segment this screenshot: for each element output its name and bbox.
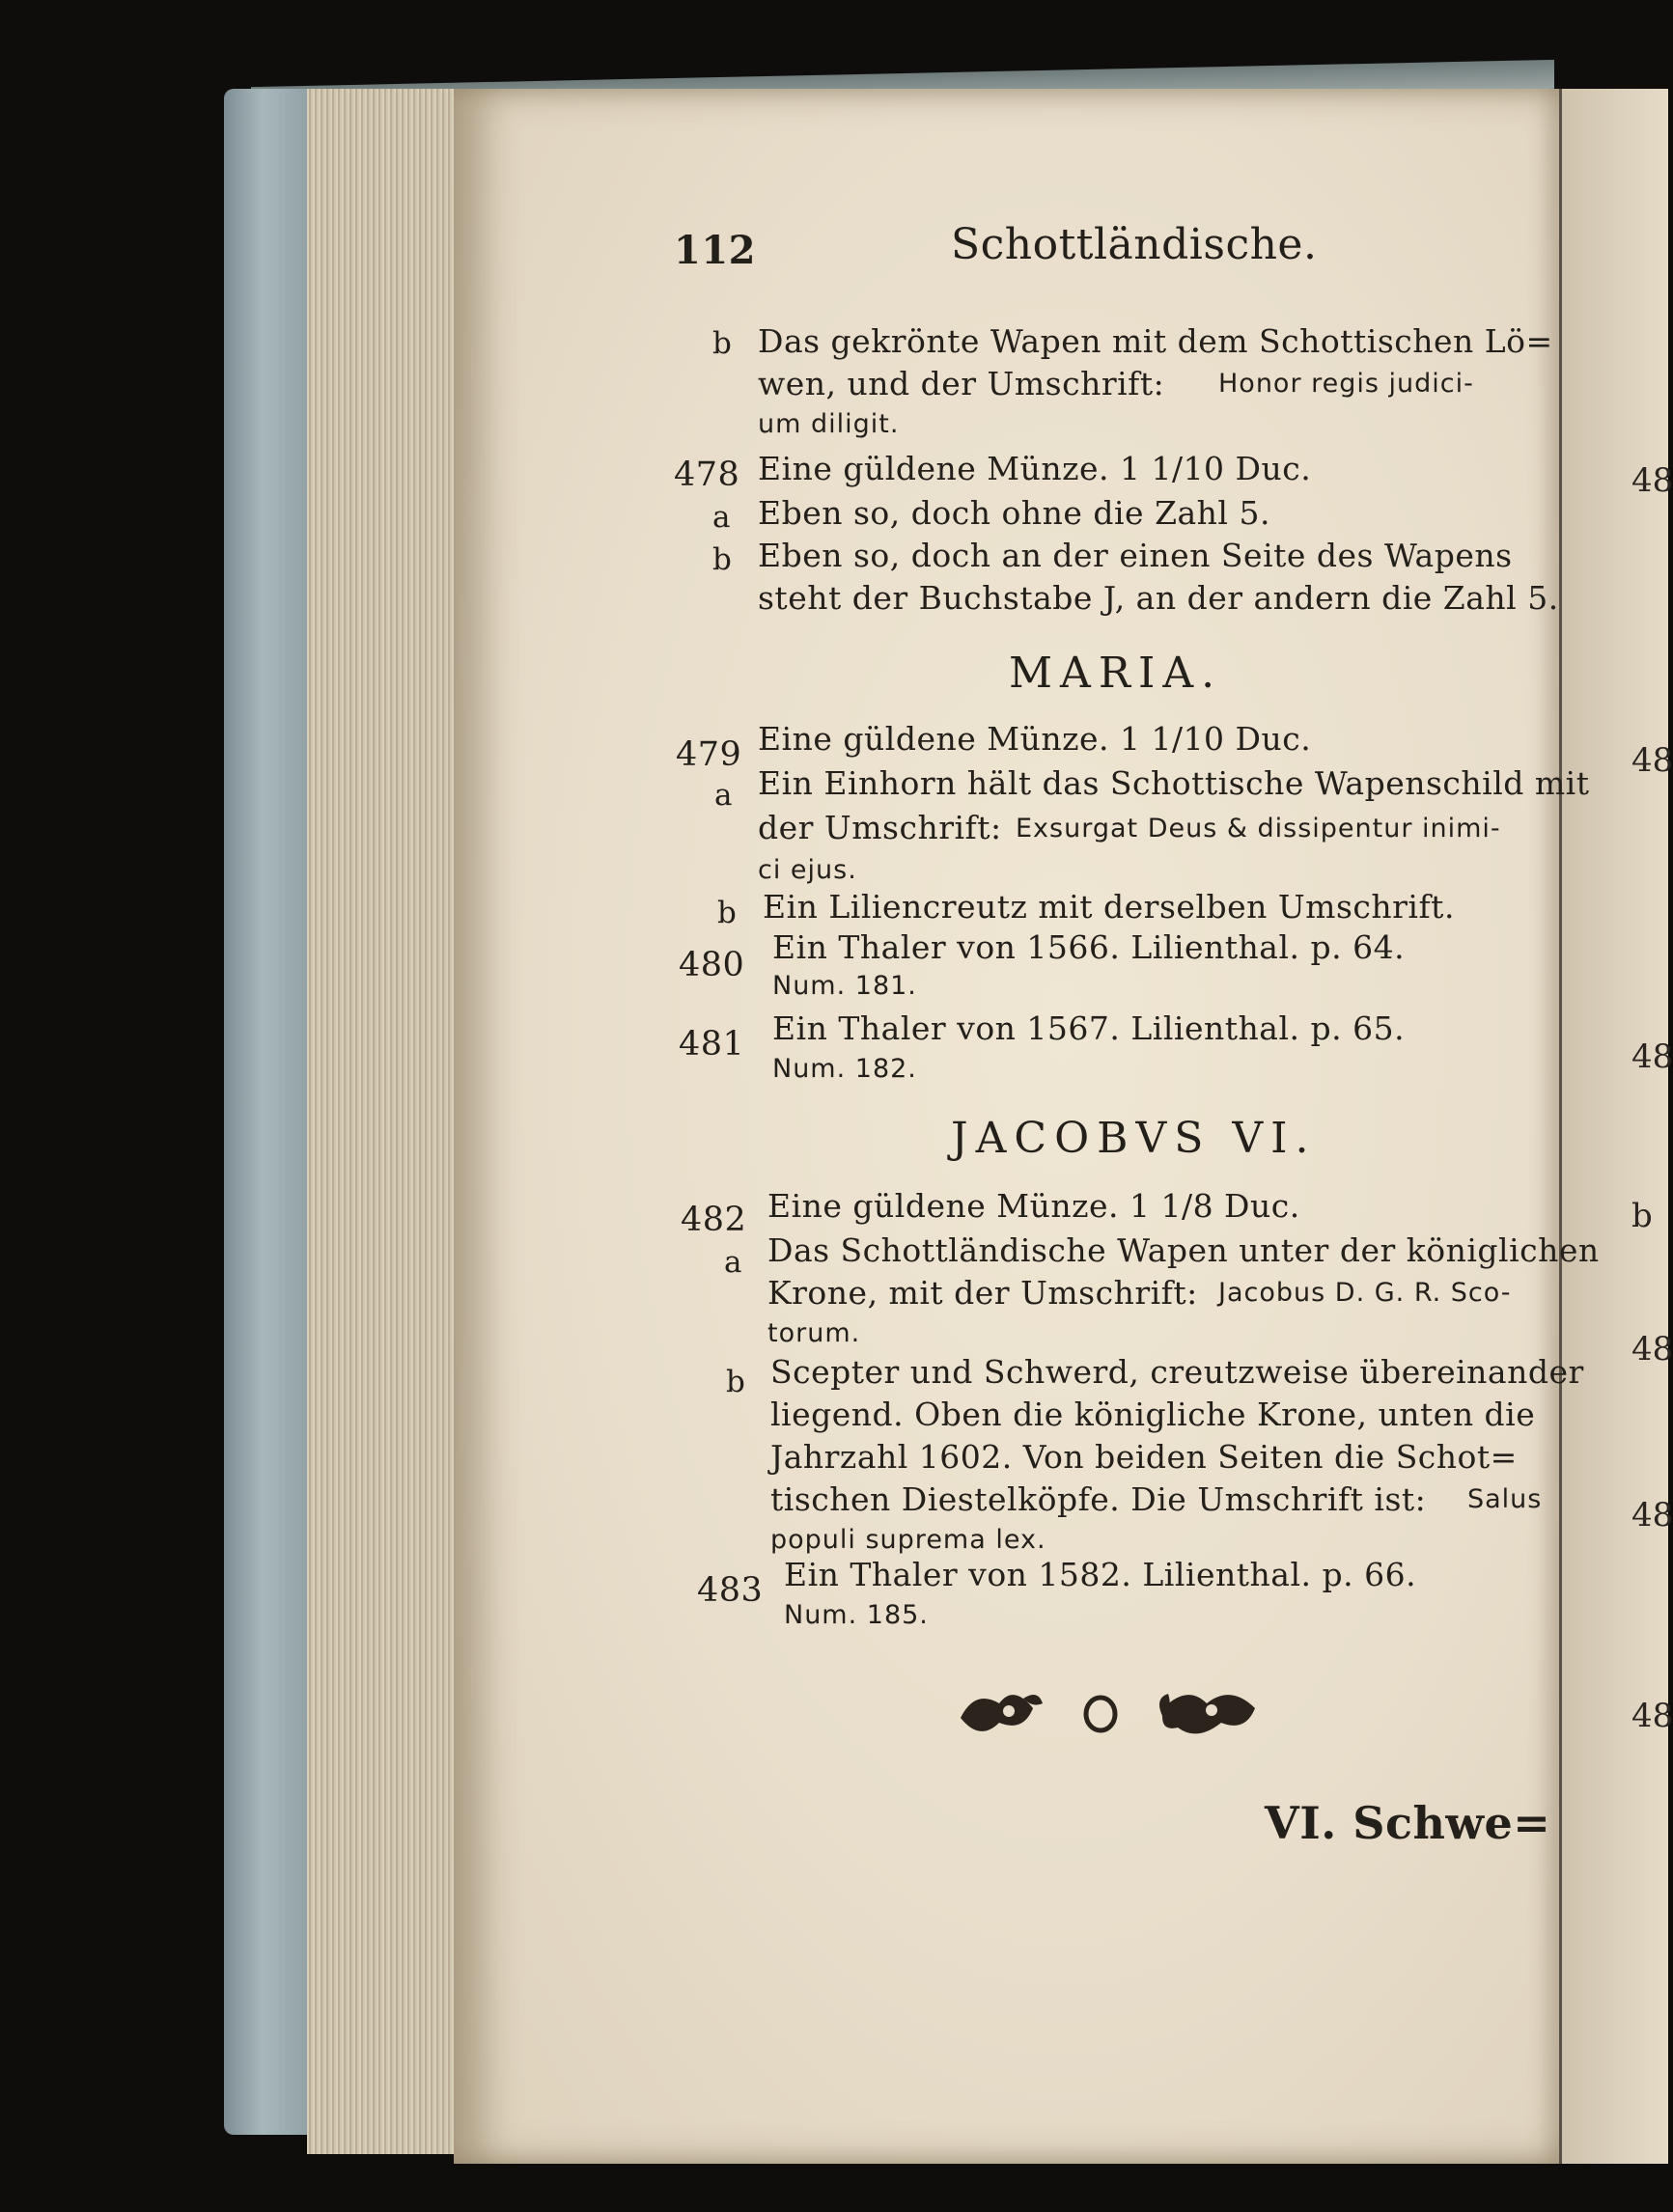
section-heading-jacobus: JACOBVS VI.	[951, 1114, 1317, 1163]
entry-latin: Num. 181.	[772, 971, 917, 1001]
entry-latin: Num. 185.	[784, 1600, 929, 1630]
entry-latin: Jacobus D. G. R. Sco-	[1218, 1278, 1512, 1308]
facing-page-number: 48	[1631, 1037, 1673, 1076]
entry-letter: b	[726, 1365, 746, 1399]
entry-line: wen, und der Umschrift:	[758, 365, 1165, 402]
entry-line: Das Schottländische Wapen unter der königlichen	[767, 1231, 1600, 1269]
entry-line: Eine güldene Münze. 1 1/10 Duc.	[758, 450, 1312, 487]
entry-number: 479	[676, 735, 742, 774]
entry-line: Ein Thaler von 1567. Lilienthal. p. 65.	[772, 1009, 1406, 1047]
entry-line: liegend. Oben die königliche Krone, unten die	[770, 1396, 1536, 1433]
entry-letter: b	[717, 896, 738, 930]
entry-number: 480	[679, 946, 745, 984]
page-edges	[307, 89, 461, 2154]
entry-line: Ein Thaler von 1566. Lilienthal. p. 64.	[772, 928, 1406, 966]
book-cover-spine	[224, 89, 321, 2135]
entry-letter: b	[712, 542, 733, 577]
entry-number: 478	[674, 456, 740, 494]
entry-latin: populi suprema lex.	[770, 1525, 1046, 1555]
entry-line: Das gekrönte Wapen mit dem Schottischen Lö=	[758, 322, 1553, 360]
entry-line: steht der Buchstabe J, an der andern die Zahl 5.	[758, 579, 1559, 617]
entry-letter: a	[714, 778, 733, 813]
facing-page-number: 48	[1631, 1697, 1673, 1735]
facing-page-number: 48	[1631, 1496, 1673, 1535]
entry-letter: a	[724, 1245, 742, 1280]
page-title: Schottländische.	[951, 220, 1318, 269]
entry-line: Ein Thaler von 1582. Lilienthal. p. 66.	[784, 1556, 1417, 1593]
entry-number: 483	[697, 1571, 764, 1610]
entry-number: 482	[681, 1201, 747, 1239]
entry-line: Eine güldene Münze. 1 1/10 Duc.	[758, 720, 1312, 758]
entry-latin: Exsurgat Deus & dissipentur inimi-	[1016, 814, 1501, 843]
facing-page-number: 48	[1631, 741, 1673, 780]
entry-latin: Honor regis judici-	[1218, 369, 1474, 399]
entry-line: Jahrzahl 1602. Von beiden Seiten die Schot=	[770, 1438, 1518, 1476]
entry-line: Scepter und Schwerd, creutzweise übereinander	[770, 1353, 1584, 1391]
page-number: 112	[674, 228, 756, 273]
entry-line: Ein Einhorn hält das Schottische Wapenschild mit	[758, 764, 1590, 802]
entry-latin: um diligit.	[758, 409, 900, 439]
entry-latin: torum.	[767, 1318, 861, 1348]
entry-line: tischen Diestelköpfe. Die Umschrift ist:	[770, 1480, 1427, 1518]
catchword: VI. Schwe=	[1265, 1797, 1551, 1849]
entry-line: Eine güldene Münze. 1 1/8 Duc.	[767, 1187, 1300, 1225]
facing-page-edge	[1559, 89, 1668, 2164]
entry-line: Krone, mit der Umschrift:	[767, 1274, 1198, 1312]
entry-latin: Salus	[1467, 1484, 1543, 1514]
facing-page-number: 48	[1631, 1330, 1673, 1369]
facing-page-letter: b	[1631, 1197, 1653, 1235]
entry-letter: a	[712, 500, 731, 535]
section-heading-maria: MARIA.	[1009, 649, 1223, 698]
entry-letter: b	[712, 326, 733, 361]
entry-latin: ci ejus.	[758, 855, 857, 885]
entry-line: Eben so, doch an der einen Seite des Wapens	[758, 537, 1513, 574]
entry-line: Ein Liliencreutz mit derselben Umschrift.	[763, 888, 1455, 926]
entry-latin: Num. 182.	[772, 1054, 917, 1084]
entry-line: Eben so, doch ohne die Zahl 5.	[758, 494, 1270, 532]
decorative-ornament-icon	[956, 1679, 1274, 1747]
entry-line: der Umschrift:	[758, 809, 1002, 846]
entry-number: 481	[679, 1025, 745, 1064]
facing-page-number: 48	[1631, 461, 1673, 500]
